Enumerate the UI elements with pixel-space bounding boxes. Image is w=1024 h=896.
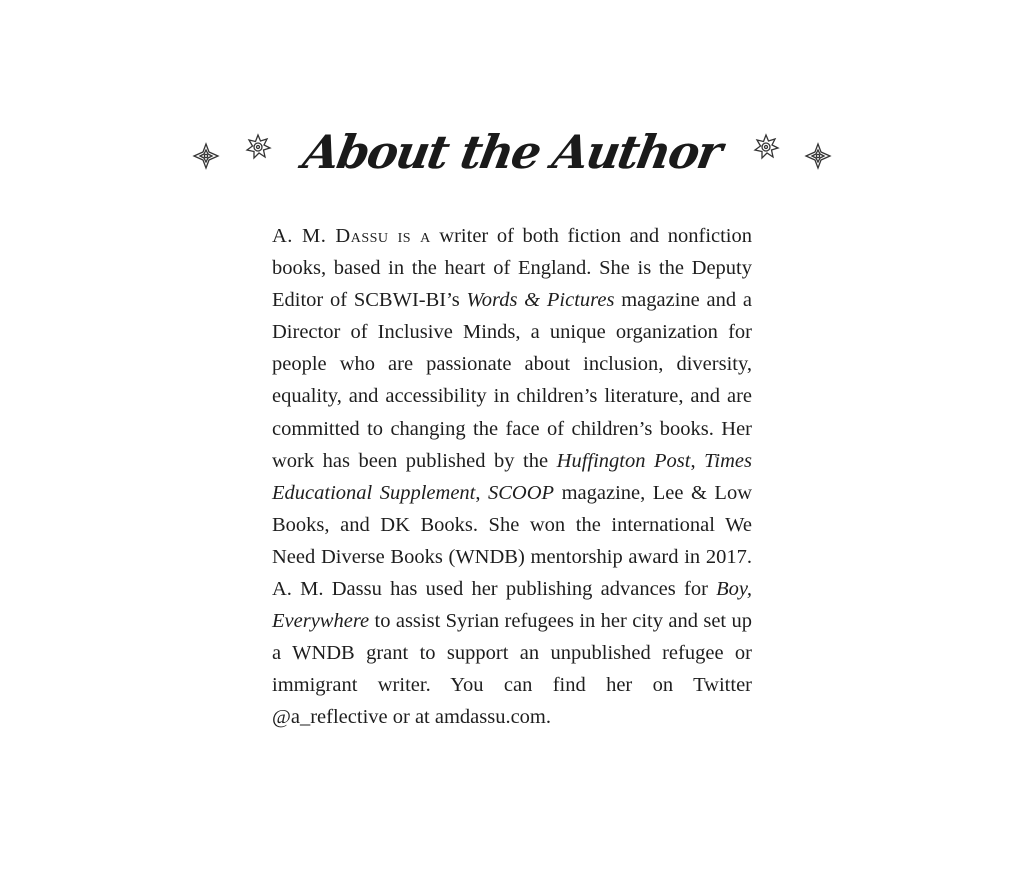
ornament-icon (192, 142, 220, 170)
bio-text: to assist Syrian refugees in her city and set up a WNDB grant to support an unpublished refugee or immigrant writer. You can find her on Twitter @a_reflective or at amdassu.com. (272, 610, 752, 729)
ornament-icon (804, 142, 832, 170)
magazine-title: Words & Pictures (466, 289, 615, 312)
bio-text: , (475, 481, 488, 504)
publication-title: Huffington Post (556, 449, 691, 472)
bio-text: , (690, 449, 705, 472)
book-title: Boy, Everywhere (272, 578, 752, 633)
bio-text: magazine, Lee & Low Books, and DK Books. She won the international We Need Diverse Books (WNDB) mentorship award in 2017. A. M. Dassu has used her publishing advances for (272, 481, 752, 601)
page-title: About the Author (299, 125, 725, 179)
ornament-icon (244, 133, 272, 161)
bio-text: magazine and a Director of Inclusive Minds, a unique organization for people who are passionate about inclusion, diversity, equality, and accessibility in children’s literature, and are committed to changing the face of children’s books. Her work has been published by the (272, 289, 752, 472)
ornament-icon (752, 133, 780, 161)
author-name: A. M. Dassu is a (272, 225, 431, 247)
publication-title: SCOOP (488, 481, 555, 504)
author-bio (272, 220, 752, 734)
publication-title: Times Educational Supplement (272, 449, 752, 504)
heading-row (0, 112, 1024, 192)
bio-text: writer of both fiction and nonfiction books, based in the heart of England. She is the Deputy Editor of SCBWI-BI’s (272, 225, 752, 312)
